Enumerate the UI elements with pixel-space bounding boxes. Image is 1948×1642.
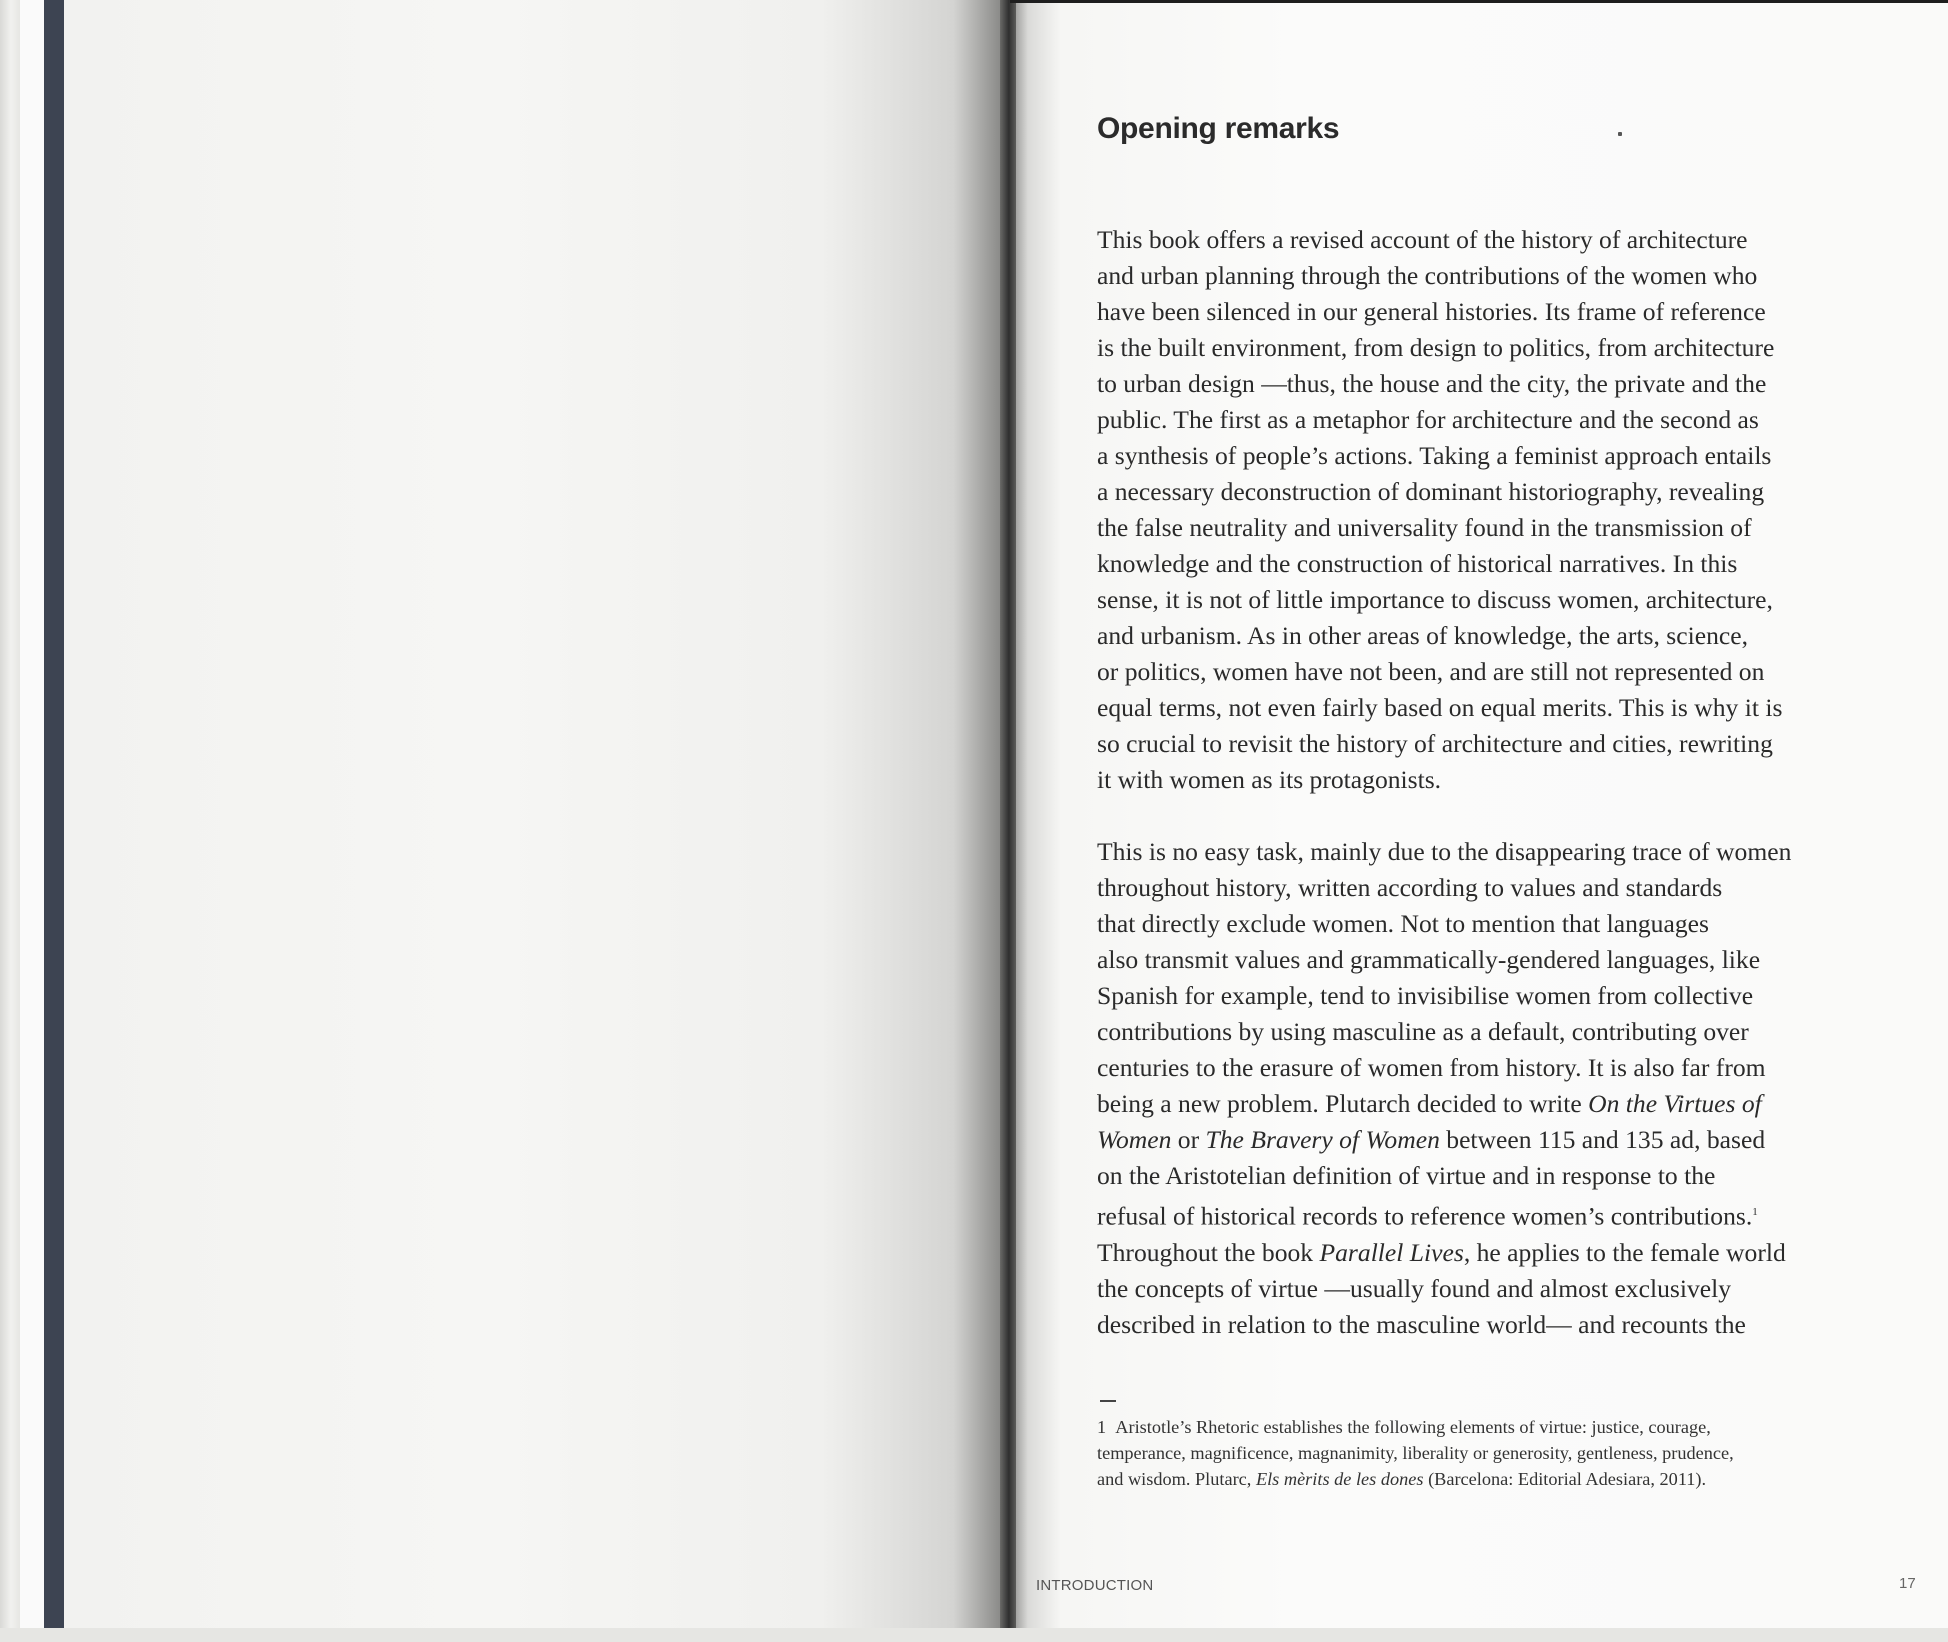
left-page-blank	[64, 0, 1010, 1628]
p2-line: This is no easy task, mainly due to the disappearing trace of women	[1097, 837, 1792, 866]
page-heading: Opening remarks	[1097, 112, 1340, 145]
book-title-italic: On the Virtues of	[1588, 1089, 1762, 1118]
p2-line: that directly exclude women. Not to mention that languages	[1097, 909, 1709, 938]
p1-line: public. The first as a metaphor for architecture and the second as	[1097, 405, 1759, 434]
p1-line: so crucial to revisit the history of architecture and cities, rewriting	[1097, 729, 1773, 758]
p1-line: and urban planning through the contributions of the women who	[1097, 261, 1758, 290]
p1-line: it with women as its protagonists.	[1097, 765, 1442, 794]
footnote-number: 1	[1097, 1417, 1107, 1437]
p2-text: being a new problem. Plutarch decided to write	[1097, 1089, 1589, 1118]
page-edges	[0, 0, 20, 1628]
p1-line: is the built environment, from design to politics, from architecture	[1097, 333, 1775, 362]
p1-line: a necessary deconstruction of dominant historiography, revealing	[1097, 477, 1765, 506]
p2-line	[1097, 1235, 1857, 1271]
p2-line	[1097, 1122, 1857, 1158]
p2-line: centuries to the erasure of women from history. It is also far from	[1097, 1053, 1766, 1082]
book-title-italic: Parallel Lives	[1319, 1237, 1464, 1267]
p2-line	[1097, 1194, 1857, 1235]
p1-line: This book offers a revised account of the history of architecture	[1097, 225, 1748, 254]
p2-line: the concepts of virtue —usually found and almost exclusively	[1097, 1273, 1732, 1303]
p2-text: refusal of historical records to reference women’s contributions.	[1097, 1201, 1753, 1231]
p2-line	[1097, 1086, 1857, 1122]
footnote-rule	[1100, 1400, 1116, 1402]
p2-text: or	[1171, 1125, 1206, 1154]
p1-line: knowledge and the construction of historical narratives. In this	[1097, 549, 1738, 578]
footnote	[1097, 1414, 1862, 1492]
p1-line: the false neutrality and universality found in the transmission of	[1097, 513, 1752, 542]
cover-edge	[44, 0, 64, 1628]
p2-line: described in relation to the masculine world— and recounts the	[1097, 1309, 1746, 1339]
p2-text: , he applies to the female world	[1463, 1237, 1786, 1267]
p1-line: equal terms, not even fairly based on equal merits. This is why it is	[1097, 693, 1783, 722]
footnote-text: (Barcelona: Editorial Adesiara, 2011).	[1423, 1469, 1707, 1489]
p2-line: on the Aristotelian definition of virtue and in response to the	[1097, 1161, 1716, 1190]
p2-line: throughout history, written according to values and standards	[1097, 873, 1723, 902]
paragraph-2	[1097, 834, 1857, 1343]
top-edge-line	[1010, 0, 1948, 3]
footnote-text: and wisdom. Plutarc,	[1097, 1469, 1256, 1489]
p1-line: and urbanism. As in other areas of knowledge, the arts, science,	[1097, 621, 1749, 650]
p2-line: also transmit values and grammatically-gendered languages, like	[1097, 945, 1761, 974]
footnote-marker[interactable]: 1	[1752, 1206, 1758, 1218]
p1-line: sense, it is not of little importance to discuss women, architecture,	[1097, 585, 1773, 614]
p2-text: between 115 and 135 ad, based	[1439, 1125, 1766, 1154]
print-speck	[1618, 132, 1622, 136]
page-number: 17	[1899, 1575, 1916, 1592]
book-title-italic: Women	[1097, 1125, 1172, 1154]
footnote-title-italic: Els mèrits de les dones	[1255, 1469, 1424, 1489]
book-gutter	[1000, 0, 1016, 1628]
running-head: INTRODUCTION	[1036, 1577, 1154, 1594]
p2-line: contributions by using masculine as a default, contributing over	[1097, 1017, 1749, 1046]
bottom-edge	[0, 1628, 1948, 1642]
p2-line: Spanish for example, tend to invisibilise women from collective	[1097, 981, 1754, 1010]
p1-line: have been silenced in our general histories. Its frame of reference	[1097, 297, 1766, 326]
p1-line: or politics, women have not been, and are still not represented on	[1097, 657, 1765, 686]
p1-line: a synthesis of people’s actions. Taking a feminist approach entails	[1097, 441, 1772, 470]
book-title-italic: The Bravery of Women	[1205, 1125, 1440, 1154]
footnote-line	[1097, 1466, 1862, 1492]
p2-text: Throughout the book	[1097, 1237, 1320, 1267]
footnote-line	[1097, 1414, 1862, 1440]
footnote-text: Aristotle’s Rhetoric establishes the following elements of virtue: justice, courage,	[1115, 1417, 1711, 1437]
p1-line: to urban design —thus, the house and the city, the private and the	[1097, 369, 1767, 398]
footnote-line: temperance, magnificence, magnanimity, liberality or generosity, gentleness, prudence,	[1097, 1443, 1734, 1463]
paragraph-1	[1097, 222, 1857, 798]
